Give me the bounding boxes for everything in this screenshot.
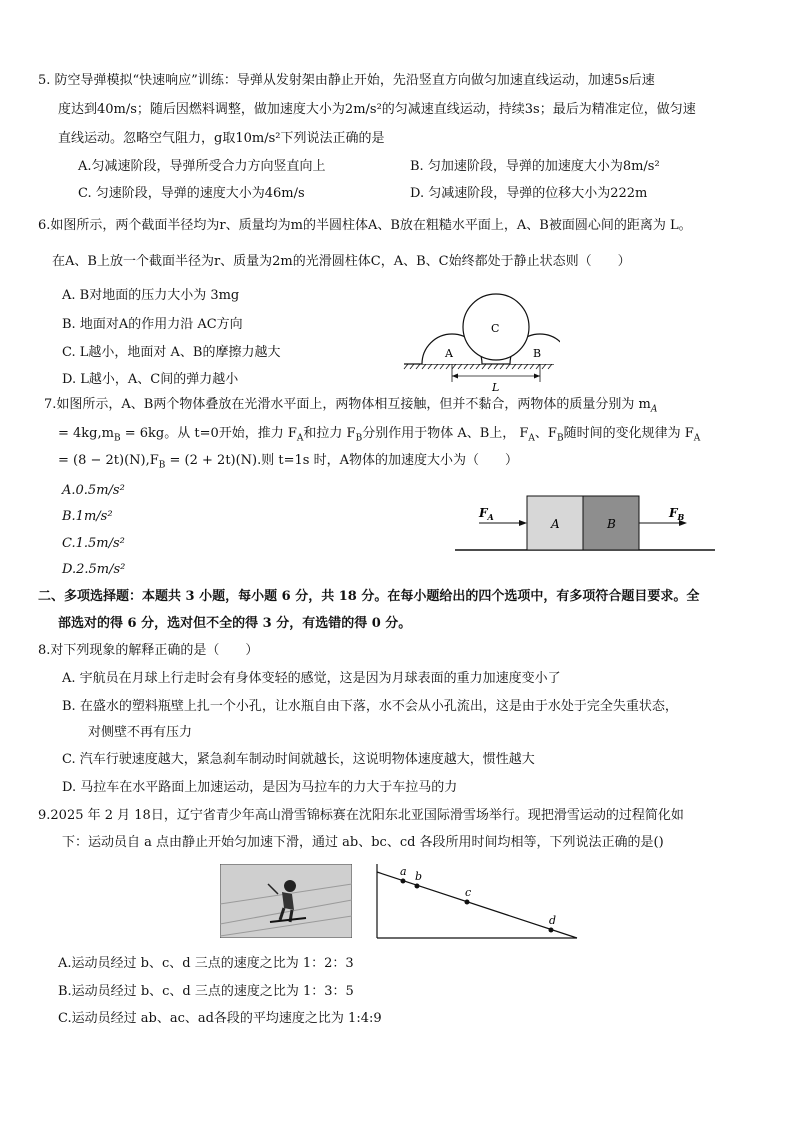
skier-photo xyxy=(220,864,352,938)
point-c-label: c xyxy=(465,886,472,899)
q9-option-b: B.运动员经过 b、c、d 三点的速度之比为 1：3：5 xyxy=(58,984,354,999)
label-b: B xyxy=(533,347,542,360)
q6-stem-line2: 在A、B上放一个截面半径为r、质量为2m的光滑圆柱体C，A、B、C始终都处于静止状态则（ ） xyxy=(52,254,631,269)
q5-stem-line2: 度达到40m/s；随后因燃料调整，做加速度大小为2m/s²的匀减速直线运动，持续3s；最后为精准定位，做匀速 xyxy=(58,102,696,117)
point-c xyxy=(465,900,470,905)
q5-stem-line1: 5. 防空导弹模拟“快速响应”训练：导弹从发射架由静止开始，先沿竖直方向做匀加速直线运动，加速5s后速 xyxy=(38,73,655,88)
q8-stem: 8.对下列现象的解释正确的是（ ） xyxy=(38,643,259,658)
block-a-label: A xyxy=(551,517,560,531)
skier-head xyxy=(284,880,296,892)
q8-option-b-line2: 对侧壁不再有压力 xyxy=(88,725,193,740)
point-a-label: a xyxy=(400,865,407,878)
q9-stem-line1: 9.2025 年 2 月 18日，辽宁省青少年高山滑雪锦标赛在沈阳东北亚国际滑雪场举行。现把滑雪运动的过程简化如 xyxy=(38,808,684,823)
q7-stem-line3: = $(8 - 2t)(N),F_B = (2 + 2t)(N)$.则 t=1s 时，A物体的加速度大小为（ ） xyxy=(58,453,518,471)
slope-diagram xyxy=(373,862,583,942)
q7-stem-line2: = $4kg,m_B = 6kg$。从 t=0开始，推力 $F_A$和拉力 $F_B$分别作用于物体 A、B上， $F_A$、$F_B$随时间的变化规律为 $F_A$ xyxy=(58,426,701,444)
q6-option-c: C. L越小，地面对 A、B的摩擦力越大 xyxy=(62,345,281,360)
q5-option-d: D. 匀减速阶段，导弹的位移大小为222m xyxy=(410,186,648,201)
q9-stem-line2: 下：运动员自 a 点由静止开始匀加速下滑，通过 ab、bc、cd 各段所用时间均相等，下列说法正确的是() xyxy=(62,835,664,850)
point-d xyxy=(549,928,554,933)
q5-stem-line3: 直线运动。忽略空气阻力，g取10m/s²下列说法正确的是 xyxy=(58,131,385,146)
q8-option-d: D. 马拉车在水平路面上加速运动，是因为马拉车的力大于车拉马的力 xyxy=(62,780,458,795)
q7-stem-line1: 7.如图所示，A、B两个物体叠放在光滑水平面上，两物体相互接触，但并不黏合，两物体的质量分别为 $m_A$ xyxy=(44,397,658,415)
q6-option-d: D. L越小，A、C间的弹力越小 xyxy=(62,372,239,387)
q7-option-d: D.2.5m/s² xyxy=(62,562,126,577)
section2-heading-line2: 部选对的得 6 分，选对但不全的得 3 分，有选错的得 0 分。 xyxy=(58,616,412,631)
q8-option-a: A. 宇航员在月球上行走时会有身体变轻的感觉，这是因为月球表面的重力加速度变小了 xyxy=(62,671,561,686)
q8-option-b-line1: B. 在盛水的塑料瓶壁上扎一个小孔，让水瓶自由下落，水不会从小孔流出，这是由于水处于完全失重状态， xyxy=(62,699,678,714)
q6-option-b: B. 地面对A的作用力沿 AC方向 xyxy=(62,317,243,332)
q7-option-c: C.1.5m/s² xyxy=(62,536,125,551)
q6-option-a: A. B对地面的压力大小为 3mg xyxy=(62,288,240,303)
point-d-label: d xyxy=(549,914,557,927)
q6-stem-line1: 6.如图所示，两个截面半径均为r、质量均为m的半圆柱体A、B放在粗糙水平面上，A、B被面圆心间的距离为 L。 xyxy=(38,218,692,233)
label-c: C xyxy=(491,322,500,335)
q5-option-a: A.匀减速阶段，导弹所受合力方向竖直向上 xyxy=(78,159,326,174)
label-l: L xyxy=(492,381,500,394)
q7-block-figure xyxy=(455,492,715,562)
q5-option-c: C. 匀速阶段，导弹的速度大小为46m/s xyxy=(78,186,305,201)
q6-diagram-clean xyxy=(400,290,560,394)
label-a: A xyxy=(445,347,453,360)
q7-option-b: B.1m/s² xyxy=(62,509,113,524)
q7-option-a: A.0.5m/s² xyxy=(62,483,125,498)
point-b xyxy=(415,884,420,889)
block-b-label: B xyxy=(607,517,616,531)
point-b-label: b xyxy=(415,870,423,883)
q8-option-c: C. 汽车行驶速度越大，紧急刹车制动时间就越长，这说明物体速度越大，惯性越大 xyxy=(62,752,535,767)
q9-option-c: C.运动员经过 ab、ac、ad各段的平均速度之比为 1:4:9 xyxy=(58,1011,382,1026)
q5-option-b: B. 匀加速阶段，导弹的加速度大小为8m/s² xyxy=(410,159,660,174)
section2-heading-line1: 二、多项选择题：本题共 3 小题，每小题 6 分，共 18 分。在每小题给出的四个选项中，有多项符合题目要求。全 xyxy=(38,589,700,604)
point-a xyxy=(401,879,406,884)
force-fa-label: $F_A$ xyxy=(479,506,494,522)
q9-option-a: A.运动员经过 b、c、d 三点的速度之比为 1：2：3 xyxy=(58,956,354,971)
slope-incline xyxy=(377,872,577,938)
force-fb-label: $F_B$ xyxy=(669,506,685,522)
